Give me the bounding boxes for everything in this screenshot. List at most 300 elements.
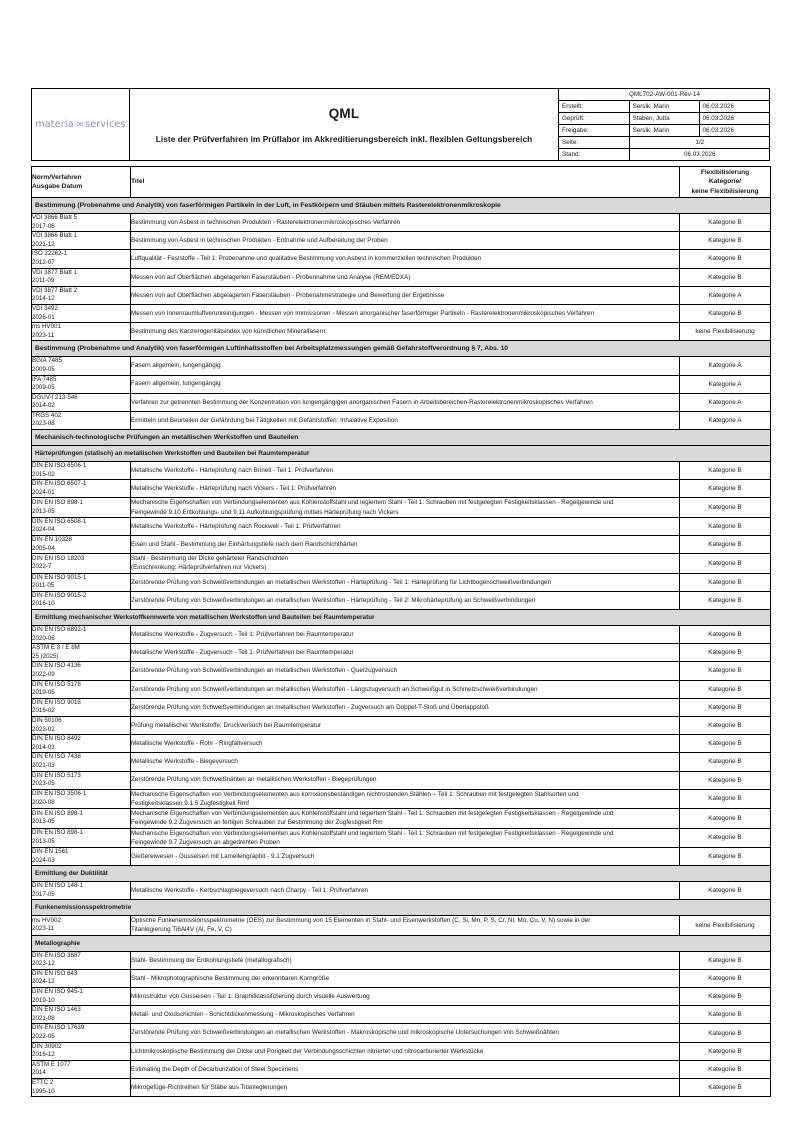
column-header-norm bbox=[32, 167, 131, 198]
table-row bbox=[32, 969, 771, 987]
norm-designation: VDI 3492 bbox=[32, 304, 58, 312]
cell-titel bbox=[131, 1006, 680, 1024]
norm-designation: VDI 3866 Blatt 1 bbox=[32, 232, 78, 240]
table-row bbox=[32, 573, 771, 591]
table-row bbox=[32, 882, 771, 900]
cell-titel bbox=[131, 626, 680, 644]
meta-row-seite bbox=[559, 137, 769, 149]
meta-row-geprueft bbox=[559, 113, 769, 125]
titel-line1: Messen von auf Oberflächen abgelagerten Faserstäuben - Probenahmestrategie und Bewertung der Ergebnisse bbox=[131, 291, 445, 299]
cell-flexibilisierung: Kategorie B bbox=[680, 536, 771, 554]
norm-designation: DIN EN ISO 8492 bbox=[32, 735, 81, 743]
section-header-row bbox=[32, 446, 771, 462]
titel-line1: Metallische Werkstoffe - Zugversuch - Teil 1: Prüfverfahren bei Raumtemperatur bbox=[131, 630, 354, 638]
cell-titel bbox=[131, 809, 680, 828]
norm-designation: DIN EN 10328 bbox=[32, 536, 72, 544]
titel-line1: Luftqualität - Feststoffe - Teil 1: Probenahme und qualitative Bestimmung von Asbest in kommerziellen technischen Produkten bbox=[131, 255, 482, 263]
titel-line1: Metallische Werkstoffe - Härteprüfung nach Rockwell - Teil 1: Prüfverfahren bbox=[131, 522, 341, 530]
norm-issue-date: 2013-05 bbox=[32, 507, 55, 515]
norm-designation: DIN EN ISO 898-1 bbox=[32, 829, 83, 837]
cell-titel bbox=[131, 323, 680, 341]
norm-issue-date: 2024-01 bbox=[32, 488, 55, 496]
cell-flexibilisierung: Kategorie A bbox=[680, 393, 771, 411]
cell-norm-verfahren bbox=[32, 1006, 131, 1024]
cell-flexibilisierung: Kategorie B bbox=[680, 789, 771, 808]
cell-flexibilisierung: Kategorie B bbox=[680, 1042, 771, 1060]
meta-row-freigabe bbox=[559, 125, 769, 137]
norm-issue-date: 2009-05 bbox=[32, 384, 55, 392]
titel-line1: Messen von Innenraumluftverunreinigungen - Messen von Immissionen - Messen anorganischer faserförmiger Partikeln - Rasterelektronenmikroskopisches Verfahren bbox=[131, 309, 595, 317]
column-header-flex-line2: Kategorie/ bbox=[708, 178, 742, 186]
cell-titel bbox=[131, 375, 680, 393]
cell-flexibilisierung: Kategorie B bbox=[680, 680, 771, 698]
norm-designation: ASTM E 1077 bbox=[32, 1060, 71, 1068]
table-row bbox=[32, 357, 771, 375]
norm-issue-date: 2023-11 bbox=[32, 925, 55, 933]
norm-designation: ETTC 2 bbox=[32, 1079, 54, 1086]
cell-titel bbox=[131, 498, 680, 517]
document-id: QML702-AW-001-Rev-14 bbox=[559, 89, 769, 101]
logo-text-services: services bbox=[85, 119, 126, 130]
cell-titel bbox=[131, 250, 680, 268]
cell-titel bbox=[131, 882, 680, 900]
cell-titel bbox=[131, 214, 680, 232]
table-row bbox=[32, 304, 771, 322]
meta-date-erstellt: 06.03.2026 bbox=[699, 101, 769, 113]
norm-issue-date: 2005-04 bbox=[32, 544, 55, 552]
titel-line1: Fasern allgemein, lungengängig bbox=[131, 380, 221, 388]
norm-issue-date: 2024-04 bbox=[32, 526, 55, 534]
cell-flexibilisierung: Kategorie B bbox=[680, 698, 771, 716]
table-row bbox=[32, 480, 771, 498]
column-header-norm-line1: Norm/Verfahren bbox=[32, 173, 82, 181]
page-subtitle: Liste der Prüfverfahren im Prüflabor im Akkreditierungsbereich inkl. flexiblen Geltungsbereich bbox=[155, 133, 533, 144]
norm-designation: DIN EN ISO 9018 bbox=[32, 698, 81, 706]
cell-norm-verfahren bbox=[32, 698, 131, 716]
cell-titel bbox=[131, 735, 680, 753]
titel-line1: Metallische Werkstoffe - Härteprüfung nach Brinell - Teil 1: Prüfverfahren bbox=[131, 467, 333, 475]
cell-flexibilisierung: Kategorie B bbox=[680, 268, 771, 286]
cell-titel bbox=[131, 286, 680, 304]
cell-titel bbox=[131, 357, 680, 375]
norm-designation: DIN EN ISO 5173 bbox=[32, 771, 81, 779]
meta-date-geprueft: 06.03.2026 bbox=[699, 113, 769, 125]
norm-issue-date: 2016-02 bbox=[32, 707, 55, 715]
meta-date-freigabe: 06.03.2026 bbox=[699, 125, 769, 137]
cell-flexibilisierung: Kategorie B bbox=[680, 214, 771, 232]
cell-titel bbox=[131, 480, 680, 498]
cell-norm-verfahren bbox=[32, 626, 131, 644]
norm-designation: DIN EN ISO 898-1 bbox=[32, 809, 83, 817]
logo-text-materia: materia bbox=[35, 119, 74, 130]
titel-line1: Gießereiwesen - Gusseisen mit Lamellengraphit - 9.1 Zugversuch bbox=[131, 852, 315, 860]
column-header-flex-line1: Flexibilisierung bbox=[700, 168, 750, 176]
table-row bbox=[32, 626, 771, 644]
norm-designation: ISO 22262-1 bbox=[32, 250, 68, 258]
cell-titel bbox=[131, 969, 680, 987]
norm-issue-date: 2022-09 bbox=[32, 670, 55, 678]
cell-norm-verfahren bbox=[32, 591, 131, 609]
titel-line1: Verfahren zur getrennten Bestimmung der Konzentration von lungengängigen anorganischen Fasern in Arbeitsbereichen-Rasterelektronenmikroskopisches Verfahren bbox=[131, 398, 593, 406]
norm-designation: VDI 3877 Blatt 2 bbox=[32, 286, 78, 294]
cell-flexibilisierung: Kategorie B bbox=[680, 250, 771, 268]
cell-titel bbox=[131, 1079, 680, 1097]
norm-designation: DIN EN ISO 5178 bbox=[32, 680, 81, 688]
cell-flexibilisierung: Kategorie B bbox=[680, 554, 771, 573]
table-row bbox=[32, 1079, 771, 1097]
cell-flexibilisierung: Kategorie B bbox=[680, 882, 771, 900]
norm-issue-date: 1995-10 bbox=[32, 1087, 55, 1095]
norm-designation: DIN EN ISO 1463 bbox=[32, 1006, 81, 1014]
norm-issue-date: 25 (2025) bbox=[32, 652, 59, 660]
cell-titel bbox=[131, 517, 680, 535]
titel-line1: Stahl - Mikrophotographische Bestimmung der erkennbaren Korngröße bbox=[131, 974, 330, 982]
norm-issue-date: 2016-12 bbox=[32, 1051, 55, 1059]
titel-line1: Zerstörende Prüfung von Schweißverbindungen an metallischen Werkstoffen - Härteprüfung - Teil 2: Mikrohärteprüfung an Schweißverbindungen bbox=[131, 596, 536, 604]
norm-designation: DIN EN ISO 148-1 bbox=[32, 882, 83, 890]
cell-titel bbox=[131, 662, 680, 680]
titel-line1: Mechanische Eigenschaften von Verbindungselementen aus korrosionsbeständigen nichtrostenden Stählen – Teil 1: Schrauben mit festgelegten Stahlsorten und bbox=[131, 790, 579, 798]
section-header-label: Funkenemissionsspektrometrie bbox=[32, 900, 771, 916]
meta-label-erstellt: Erstellt: bbox=[559, 101, 629, 113]
norm-designation: ASTM E 8 / E 8M bbox=[32, 644, 80, 652]
cell-norm-verfahren bbox=[32, 644, 131, 662]
table-row bbox=[32, 735, 771, 753]
norm-designation: DIN 50106 bbox=[32, 716, 62, 724]
table-row bbox=[32, 536, 771, 554]
cell-norm-verfahren bbox=[32, 882, 131, 900]
titel-line2: Feingewinde 9.7 Zugversuch an abgedrehten Proben bbox=[131, 838, 280, 846]
cell-norm-verfahren bbox=[32, 232, 131, 250]
norm-designation: DIN EN ISO 6892-1 bbox=[32, 626, 87, 633]
table-row bbox=[32, 789, 771, 808]
norm-issue-date: 2014-12 bbox=[32, 295, 55, 303]
cell-norm-verfahren bbox=[32, 536, 131, 554]
cell-norm-verfahren bbox=[32, 268, 131, 286]
cell-norm-verfahren bbox=[32, 753, 131, 771]
cell-flexibilisierung: Kategorie B bbox=[680, 517, 771, 535]
titel-line1: Metallische Werkstoffe - Härteprüfung nach Vickers - Teil 1: Prüfverfahren bbox=[131, 485, 336, 493]
cell-norm-verfahren bbox=[32, 1042, 131, 1060]
meta-label-geprueft: Geprüft: bbox=[559, 113, 629, 125]
cell-titel bbox=[131, 680, 680, 698]
cell-titel bbox=[131, 753, 680, 771]
titel-line1: Eisen und Stahl - Bestimmung der Einhärtungstiefe nach dem Randschichthärten bbox=[131, 541, 358, 549]
cell-norm-verfahren bbox=[32, 1060, 131, 1078]
meta-label-freigabe: Freigabe: bbox=[559, 125, 629, 137]
titel-line1: Metallische Werkstoffe - Rohr - Ringfaltversuch bbox=[131, 740, 263, 748]
norm-issue-date: 2024-12 bbox=[32, 978, 55, 986]
document-title-cell bbox=[130, 89, 559, 161]
norm-issue-date: 2023-11 bbox=[32, 331, 55, 339]
column-header-titel: Titel bbox=[131, 167, 680, 198]
cell-norm-verfahren bbox=[32, 286, 131, 304]
cell-flexibilisierung: Kategorie B bbox=[680, 828, 771, 847]
table-header-row bbox=[32, 167, 771, 198]
section-header-label: Ermittlung mechanischer Werkstoffkennwerte von metallischen Werkstoffen und Bauteilen bei Raumtemperatur bbox=[32, 610, 771, 626]
meta-value-erstellt: Sersik, Marin bbox=[629, 101, 699, 113]
cell-flexibilisierung: Kategorie B bbox=[680, 951, 771, 969]
cell-flexibilisierung: Kategorie B bbox=[680, 626, 771, 644]
norm-designation: DIN EN ISO 9015-2 bbox=[32, 591, 87, 599]
norm-issue-date: 2011-09 bbox=[32, 277, 55, 285]
section-header-row bbox=[32, 900, 771, 916]
section-header-row bbox=[32, 610, 771, 626]
cell-titel bbox=[131, 393, 680, 411]
cell-flexibilisierung: Kategorie B bbox=[680, 1079, 771, 1097]
cell-norm-verfahren bbox=[32, 988, 131, 1006]
cell-norm-verfahren bbox=[32, 735, 131, 753]
meta-row-erstellt bbox=[559, 101, 769, 113]
norm-designation: ms HV001 bbox=[32, 323, 61, 331]
cell-norm-verfahren bbox=[32, 1079, 131, 1097]
titel-line1: Metallische Werkstoffe - Zugversuch - Teil 1: Prüfverfahren bei Raumtemperatur bbox=[131, 649, 354, 657]
norm-designation: DIN EN ISO 18203 bbox=[32, 554, 85, 562]
cell-norm-verfahren bbox=[32, 1024, 131, 1042]
meta-value-stand: 06.03.2026 bbox=[629, 149, 769, 161]
cell-flexibilisierung: Kategorie B bbox=[680, 498, 771, 517]
norm-issue-date: 2022-7 bbox=[32, 563, 52, 571]
section-header-label: Ermittlung der Duktilität bbox=[32, 866, 771, 882]
cell-norm-verfahren bbox=[32, 517, 131, 535]
table-row bbox=[32, 214, 771, 232]
cell-norm-verfahren bbox=[32, 809, 131, 828]
table-row bbox=[32, 498, 771, 517]
norm-designation: DIN 30902 bbox=[32, 1042, 62, 1050]
cell-titel bbox=[131, 1060, 680, 1078]
table-row bbox=[32, 517, 771, 535]
cell-flexibilisierung: Kategorie B bbox=[680, 753, 771, 771]
titel-line1: Lichtmikroskopische Bestimmung der Dicke und Porigkeit der Verbindungsschichten nitrierter und nitrocarburierter Werkstücke bbox=[131, 1047, 484, 1055]
cell-flexibilisierung: Kategorie B bbox=[680, 662, 771, 680]
titel-line2: (Einschrenkung: Härteprüfverfahren nur Vickers) bbox=[131, 564, 267, 572]
titel-line1: Mechanische Eigenschaften von Verbindungselementen aus Kohlenstoffstahl und legiertem Stahl - Teil 1: Schrauben mit festgelegten Festigkeitsklassen - Regelgewinde und bbox=[131, 499, 614, 507]
norm-designation: VDI 3866 Blatt 5 bbox=[32, 214, 78, 221]
meta-value-freigabe: Sersik, Marin bbox=[629, 125, 699, 137]
norm-designation: DIN EN ISO 17639 bbox=[32, 1024, 85, 1032]
column-header-flex-line3: keine Flexibilisierung bbox=[691, 187, 759, 195]
cell-flexibilisierung: Kategorie B bbox=[680, 573, 771, 591]
cell-flexibilisierung: Kategorie B bbox=[680, 809, 771, 828]
norm-issue-date: 2013-05 bbox=[32, 837, 55, 845]
titel-line1: Prüfung metallischer Werkstoffe; Druckversuch bei Raumtemperatur bbox=[131, 721, 322, 729]
table-row bbox=[32, 828, 771, 847]
table-row bbox=[32, 232, 771, 250]
cell-flexibilisierung: Kategorie A bbox=[680, 357, 771, 375]
norm-designation: DIN EN ISO 643 bbox=[32, 969, 78, 977]
cell-norm-verfahren bbox=[32, 662, 131, 680]
table-row bbox=[32, 809, 771, 828]
cell-titel bbox=[131, 789, 680, 808]
table-row bbox=[32, 698, 771, 716]
norm-issue-date: 2019-05 bbox=[32, 689, 55, 697]
table-row bbox=[32, 268, 771, 286]
infinity-icon: ∞ bbox=[75, 119, 84, 130]
meta-value-geprueft: Staben, Jutta bbox=[629, 113, 699, 125]
titel-line1: Zerstörende Prüfung von Schweißverbindungen an metallischen Werkstoffen - Längszugversuch an Schweißgut in Schmelzschweißverbindungen bbox=[131, 685, 538, 693]
cell-titel bbox=[131, 1042, 680, 1060]
titel-line1: Stahl- Bestimmung der Entkohlungstiefe (metallografisch) bbox=[131, 956, 292, 964]
table-row bbox=[32, 988, 771, 1006]
cell-norm-verfahren bbox=[32, 789, 131, 808]
norm-designation: BGIA 7485 bbox=[32, 357, 62, 365]
cell-titel bbox=[131, 591, 680, 609]
norm-designation: DIN EN ISO 3506-1 bbox=[32, 790, 87, 798]
cell-norm-verfahren bbox=[32, 480, 131, 498]
cell-flexibilisierung: Kategorie B bbox=[680, 735, 771, 753]
page-title: QML bbox=[328, 105, 360, 121]
cell-flexibilisierung: keine Flexibilisierung bbox=[680, 323, 771, 341]
titel-line1: Zerstörende Prüfung von Schweißverbindungen an metallischen Werkstoffen - Härteprüfung - Teil 1: Härteprüfung für Lichtbogenschweißverbindungen bbox=[131, 578, 552, 586]
cell-norm-verfahren bbox=[32, 250, 131, 268]
cell-norm-verfahren bbox=[32, 393, 131, 411]
titel-line1: Mechanische Eigenschaften von Verbindungselementen aus Kohlenstoffstahl und legiertem Stahl - Teil 1: Schrauben mit festgelegten Festigkeitsklassen - Regelgewinde und bbox=[131, 829, 614, 837]
titel-line1: Zerstörende Prüfung von Schweißverbindungen an metallischen Werkstoffen - Zugversuch am Doppel-T-Stoß und Überlappstoß bbox=[131, 703, 489, 711]
cell-titel bbox=[131, 828, 680, 847]
cell-flexibilisierung: Kategorie B bbox=[680, 480, 771, 498]
section-header-label: Metallographie bbox=[32, 935, 771, 951]
norm-designation: VDI 3877 Blatt 1 bbox=[32, 268, 78, 276]
norm-issue-date: 2014-02 bbox=[32, 402, 55, 410]
cell-flexibilisierung: Kategorie A bbox=[680, 411, 771, 429]
document-meta-block bbox=[559, 89, 770, 161]
titel-line1: Estimating the Depth of Decarburization of Steel Specimens bbox=[131, 1065, 299, 1073]
titel-line1: Optische Funkenemissionsspektrometrie (OES) zur Bestimmung von 15 Elementen in Stahl- und Eisenwerkstoffen (C, Si, Mn, P, S, Cr, Ni, Mo, Cu, V, N) sowie in der bbox=[131, 917, 591, 925]
procedures-table-body bbox=[32, 198, 771, 1097]
norm-issue-date: 2015-02 bbox=[32, 470, 55, 478]
table-row bbox=[32, 951, 771, 969]
cell-flexibilisierung: Kategorie B bbox=[680, 304, 771, 322]
norm-designation: TRGS 402 bbox=[32, 411, 62, 419]
cell-flexibilisierung: Kategorie A bbox=[680, 375, 771, 393]
norm-issue-date: 2026-01 bbox=[32, 313, 55, 321]
cell-titel bbox=[131, 1024, 680, 1042]
cell-flexibilisierung: Kategorie B bbox=[680, 716, 771, 734]
norm-issue-date: 2013-05 bbox=[32, 818, 55, 826]
column-header-flexibilisierung bbox=[680, 167, 771, 198]
titel-line2: Titanlegierung Ti6Al4V (Al, Fe, V, C) bbox=[131, 926, 232, 934]
procedures-table bbox=[31, 166, 771, 1097]
norm-designation: DGUV-I 213-546 bbox=[32, 393, 78, 401]
norm-designation: DIN EN ISO 898-1 bbox=[32, 499, 83, 507]
norm-issue-date: 2016-10 bbox=[32, 600, 55, 608]
table-row bbox=[32, 591, 771, 609]
titel-line2: Festigkeitsklassen 9.1.5 Zugfestigkeit Rmf bbox=[131, 799, 249, 807]
cell-flexibilisierung: Kategorie B bbox=[680, 1006, 771, 1024]
table-row bbox=[32, 554, 771, 573]
cell-flexibilisierung: Kategorie B bbox=[680, 771, 771, 789]
table-row bbox=[32, 375, 771, 393]
norm-issue-date: 2023-12 bbox=[32, 960, 55, 968]
table-row bbox=[32, 847, 771, 865]
norm-issue-date: 2021-03 bbox=[32, 761, 55, 769]
cell-norm-verfahren bbox=[32, 951, 131, 969]
cell-flexibilisierung: Kategorie B bbox=[680, 847, 771, 865]
norm-issue-date: 2017-06 bbox=[32, 222, 55, 230]
titel-line2: Feingewinde 9.10 Entkohlungs- und 9.11 Aufkohlungsprüfung mittels Härteprüfung nach Vickers bbox=[131, 508, 399, 516]
titel-line1: Fasern allgemein, lungengängig bbox=[131, 362, 221, 370]
cell-titel bbox=[131, 462, 680, 480]
table-row bbox=[32, 753, 771, 771]
titel-line1: Mikrostruktur von Gusseisen - Teil 1: Graphitklassifizierung durch visuelle Auswertung bbox=[131, 993, 370, 1001]
table-row bbox=[32, 462, 771, 480]
cell-titel bbox=[131, 771, 680, 789]
norm-issue-date: 2021-08 bbox=[32, 1014, 55, 1022]
section-header-label: Mechanisch-technologische Prüfungen an metallischen Werkstoffen und Bauteilen bbox=[32, 430, 771, 446]
table-row bbox=[32, 1006, 771, 1024]
cell-norm-verfahren bbox=[32, 357, 131, 375]
norm-issue-date: 2020-08 bbox=[32, 798, 55, 806]
norm-issue-date: 2012-07 bbox=[32, 258, 55, 266]
norm-issue-date: 2020-06 bbox=[32, 634, 55, 642]
table-row bbox=[32, 250, 771, 268]
cell-norm-verfahren bbox=[32, 304, 131, 322]
norm-designation: IFA 7485 bbox=[32, 375, 57, 383]
titel-line2: Feingewinde 9.2 Zugversuch an fertigen Schrauben zur Bestimmung der Zugfestigkeit Rm bbox=[131, 819, 383, 827]
cell-titel bbox=[131, 554, 680, 573]
titel-line1: Zerstörende Prüfung von Schweißverbindungen an metallischen Werkstoffen - Makroskopische und mikroskopische Untersuchungen von Schweißnähten bbox=[131, 1029, 559, 1037]
cell-norm-verfahren bbox=[32, 411, 131, 429]
norm-designation: DIN EN ISO 7438 bbox=[32, 753, 81, 761]
titel-line1: Messen von auf Oberflächen abgelagerten Faserstäuben - Probennahme und Analyse (REM/EDXA) bbox=[131, 273, 411, 281]
section-header-row bbox=[32, 866, 771, 882]
titel-line1: Metall- und Oxidschichten - Schichtdickenmessung - Mikroskopisches Verfahren bbox=[131, 1011, 355, 1019]
section-header-row bbox=[32, 198, 771, 214]
cell-flexibilisierung: Kategorie B bbox=[680, 462, 771, 480]
norm-issue-date: 2023-02 bbox=[32, 725, 55, 733]
cell-norm-verfahren bbox=[32, 573, 131, 591]
titel-line1: Mikrogefüge-Richtreihen für Stäbe aus Titanlegierungen bbox=[131, 1083, 288, 1091]
norm-issue-date: 2014 bbox=[32, 1069, 46, 1077]
titel-line1: Zerstörende Prüfung von Schweißnähten an metallischen Werkstoffen - Biegeprüfungen bbox=[131, 776, 377, 784]
norm-issue-date: 2023-05 bbox=[32, 780, 55, 788]
meta-label-seite: Seite: bbox=[559, 137, 629, 149]
norm-issue-date: 2023-08 bbox=[32, 420, 55, 428]
norm-designation: DIN EN ISO 6506-1 bbox=[32, 462, 87, 470]
titel-line1: Ermitteln und Beurteilen der Gefährdung bei Tätigkeiten mit Gefahrstoffen: Inhalative Exposition bbox=[131, 416, 398, 424]
titel-line1: Stahl - Bestimmung der Dicke gehärteter Randschichten bbox=[131, 555, 289, 563]
cell-titel bbox=[131, 847, 680, 865]
norm-issue-date: 2014-03 bbox=[32, 743, 55, 751]
section-header-label: Bestimmung (Probenahme und Analytik) von faserförmigen Partikeln in der Luft, in Festkörpern und Stäuben mittels Rasterelektronenmikroskopie bbox=[32, 198, 771, 214]
norm-designation: DIN EN ISO 6508-1 bbox=[32, 517, 87, 525]
cell-flexibilisierung: Kategorie B bbox=[680, 988, 771, 1006]
cell-titel bbox=[131, 698, 680, 716]
table-row bbox=[32, 644, 771, 662]
meta-row-stand bbox=[559, 149, 769, 161]
norm-issue-date: 2017-05 bbox=[32, 890, 55, 898]
table-row bbox=[32, 662, 771, 680]
cell-titel bbox=[131, 644, 680, 662]
cell-titel bbox=[131, 536, 680, 554]
cell-norm-verfahren bbox=[32, 828, 131, 847]
meta-value-seite: 1/2 bbox=[629, 137, 769, 149]
norm-issue-date: 2022-05 bbox=[32, 1033, 55, 1041]
titel-line1: Metallische Werkstoffe - Kerbschlagbiegeversuch nach Charpy - Teil 1: Prüfverfahren bbox=[131, 887, 368, 895]
cell-flexibilisierung: Kategorie B bbox=[680, 1024, 771, 1042]
cell-norm-verfahren bbox=[32, 462, 131, 480]
cell-titel bbox=[131, 988, 680, 1006]
cell-norm-verfahren bbox=[32, 375, 131, 393]
table-row bbox=[32, 1042, 771, 1060]
titel-line1: Bestimmung von Asbest in technischen Produkten - Entnahme und Aufbereitung der Proben bbox=[131, 237, 388, 245]
table-row bbox=[32, 286, 771, 304]
norm-designation: DIN EN ISO 3887 bbox=[32, 951, 81, 959]
norm-issue-date: 2009-05 bbox=[32, 365, 55, 373]
cell-norm-verfahren bbox=[32, 716, 131, 734]
cell-norm-verfahren bbox=[32, 680, 131, 698]
titel-line1: Mechanische Eigenschaften von Verbindungselementen aus Kohlenstoffstahl und legiertem Stahl - Teil 1: Schrauben mit festgelegten Festigkeitsklassen - Regelgewinde und bbox=[131, 810, 614, 818]
